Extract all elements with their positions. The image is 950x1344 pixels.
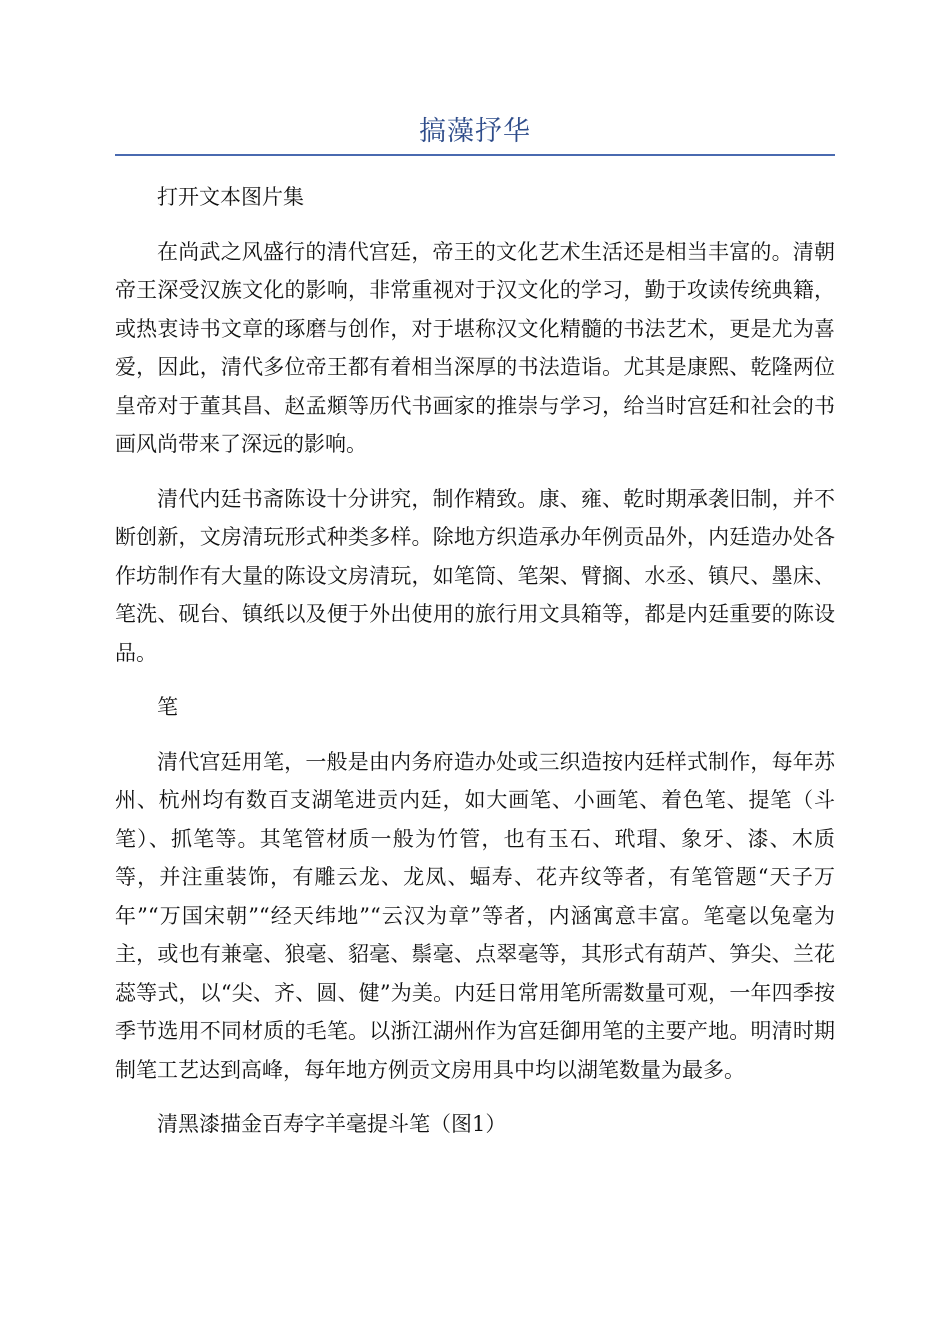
paragraph-study-furnishings: 清代内廷书斋陈设十分讲究，制作精致。康、雍、乾时期承袭旧制，并不断创新，文房清玩形式种类多样。除地方织造承办年例贡品外，内廷造办处各作坊制作有大量的陈设文房清玩，如笔筒、笔架、臂搁、水丞、镇尺、墨床、笔洗、砚台、镇纸以及便于外出使用的旅行用文具箱等，都是内廷重要的陈设品。 [115,486,835,665]
image-collection-link-text: 打开文本图片集 [157,185,304,209]
document-page [115,0,835,1160]
document-body [115,178,835,1144]
section-heading-brush: 笔 [157,695,178,719]
paragraph-brush: 清代宫廷用笔，一般是由内务府造办处或三织造按内廷样式制作，每年苏州、杭州均有数百支湖笔进贡内廷，如大画笔、小画笔、着色笔、提笔（斗笔）、抓笔等。其笔管材质一般为竹管，也有玉石、玳瑁、象牙、漆、木质等，并注重装饰，有雕云龙、龙凤、蝠寿、花卉纹等者，有笔管题“天子万年”“万国宋朝”“经天纬地”“云汉为章”等者，内涵寓意丰富。笔毫以兔毫为主，或也有兼毫、狼毫、貂毫、鬃毫、点翠毫等，其形式有葫芦、笋尖、兰花蕊等式，以“尖、齐、圆、健”为美。内廷日常用笔所需数量可观，一年四季按季节选用不同材质的毛笔。以浙江湖州作为宫廷御用笔的主要产地。明清时期制笔工艺达到高峰，每年地方例贡文房用具中均以湖笔数量为最多。 [115,749,835,1082]
paragraph-intro: 在尚武之风盛行的清代宫廷，帝王的文化艺术生活还是相当丰富的。清朝帝王深受汉族文化的影响，非常重视对于汉文化的学习，勤于攻读传统典籍，或热衷诗书文章的琢磨与创作，对于堪称汉文化精髓的书法艺术，更是尤为喜爱，因此，清代多位帝王都有着相当深厚的书法造诣。尤其是康熙、乾隆两位皇帝对于董其昌、赵孟頫等历代书画家的推崇与学习，给当时宫廷和社会的书画风尚带来了深远的影响。 [115,239,835,456]
title-underline-rule [115,154,835,156]
figure-caption: 清黑漆描金百寿字羊毫提斗笔（图1） [157,1112,507,1136]
document-title: 搞藻抒华 [419,116,531,147]
